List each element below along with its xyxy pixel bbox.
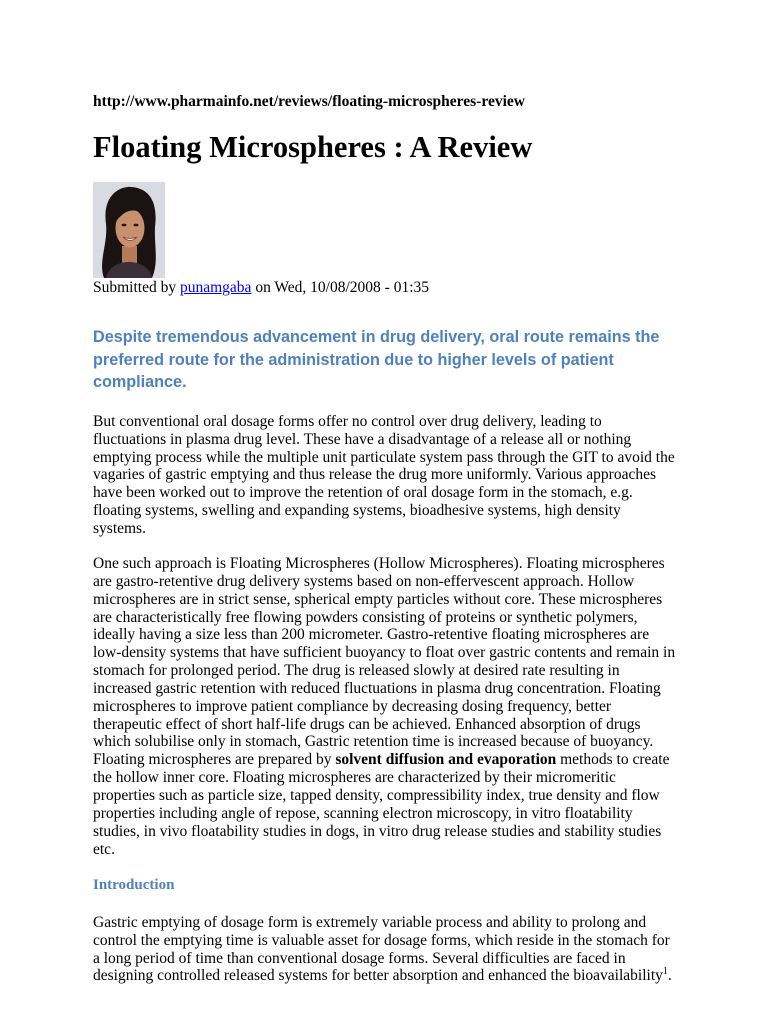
paragraph-2 [93, 555, 675, 858]
paragraph-line: which solubilise only in stomach, Gastric retention time is increased because of buoyancy. [93, 733, 654, 751]
bold-phrase: solvent diffusion and evaporation [335, 751, 557, 769]
paragraph-line: stomach for prolonged period. The drug is released slowly at desired rate resulting in [93, 662, 620, 680]
line-text: methods to create [556, 751, 670, 769]
paragraph-line: properties such as particle size, tapped density, compressibility index, true density and flow [93, 786, 660, 804]
paragraph-line: microspheres are in strict sense, spherical empty particles without core. These microspheres [93, 590, 663, 608]
paragraph-line: etc. [93, 840, 115, 858]
paragraph-line: are characteristically free flowing powders consisting of proteins or synthetic polymers, [93, 608, 638, 626]
paragraph-line: But conventional oral dosage forms offer no control over drug delivery, leading to [93, 413, 602, 430]
paragraph-line: properties including angle of repose, scanning electron microscopy, in vitro floatability [93, 804, 633, 822]
paragraph-line: emptying process while the multiple unit particulate system pass through the GIT to avoid the [93, 448, 675, 466]
paragraph-line: therapeutic effect of short half-life drugs can be achieved. Enhanced absorption of drugs [93, 715, 641, 733]
paragraph-line [93, 751, 675, 769]
article-title: Floating Microspheres : A Review [93, 130, 533, 164]
introduction-paragraph [93, 914, 672, 985]
paragraph-line: One such approach is Floating Microspheres (Hollow Microspheres). Floating microspheres [93, 555, 665, 572]
paragraph-line: control the emptying time is valuable asset for dosage forms, which reside in the stomach for [93, 931, 670, 949]
paragraph-line: microspheres to improve patient compliance by decreasing dosing frequency, better [93, 697, 612, 715]
section-heading-introduction: Introduction [93, 877, 175, 893]
paragraph-1 [93, 413, 675, 537]
paragraph-line: the hollow inner core. Floating microspheres are characterized by their micromeritic [93, 769, 616, 787]
photo-right-eye [133, 224, 138, 227]
lead-line: Despite tremendous advancement in drug delivery, oral route remains the [93, 328, 660, 346]
author-link[interactable]: punamgaba [179, 279, 252, 296]
line-text: Floating microspheres are prepared by [93, 751, 336, 769]
photo-left-eye [121, 224, 126, 227]
paragraph-line: floating systems, swelling and expanding systems, bioadhesive systems, high density [93, 501, 621, 519]
lead-line: preferred route for the administration due to higher levels of patient [93, 350, 614, 369]
author-photo [93, 182, 165, 278]
paragraph-line: ideally having a size less than 200 micrometer. Gastro-retentive floating microspheres are [93, 626, 650, 644]
paragraph-line: low-density systems that have sufficient buoyancy to float over gastric contents and remain in [93, 644, 676, 662]
paragraph-line: a long period of time than conventional dosage forms. Several difficulties are faced in [93, 949, 626, 967]
paragraph-line: are gastro-retentive drug delivery systems based on non-effervescent approach. Hollow [93, 572, 635, 590]
paragraph-line: fluctuations in plasma drug level. These have a disadvantage of a release all or nothing [93, 430, 632, 448]
lead-line: compliance. [93, 373, 187, 391]
paragraph-line: studies, in vivo floatability studies in dogs, in vitro drug release studies and stability studies [93, 822, 662, 840]
paragraph-line: increased gastric retention with reduced fluctuations in plasma drug concentration. Floating [93, 679, 661, 697]
line-text: designing controlled released systems for better absorption and enhanced the bioavailability [93, 967, 663, 985]
paragraph-line: systems. [93, 519, 146, 537]
line-text: . [667, 967, 672, 985]
photo-neck [122, 246, 137, 264]
byline [93, 279, 429, 297]
paragraph-line: Gastric emptying of dosage form is extremely variable process and ability to prolong and [93, 914, 647, 931]
byline-date: on Wed, 10/08/2008 - 01:35 [251, 279, 430, 296]
lead-heading [93, 326, 659, 394]
source-url: http://www.pharmainfo.net/reviews/floating-microspheres-review [93, 93, 525, 110]
byline-prefix: Submitted by [93, 279, 180, 296]
paragraph-line: have been worked out to improve the retention of oral dosage form in the stomach, e.g. [93, 484, 633, 501]
paragraph-line [93, 967, 672, 985]
paragraph-line: vagaries of gastric emptying and thus release the drug more uniformly. Various approaches [93, 466, 656, 484]
footnote-reference: 1 [662, 966, 668, 978]
